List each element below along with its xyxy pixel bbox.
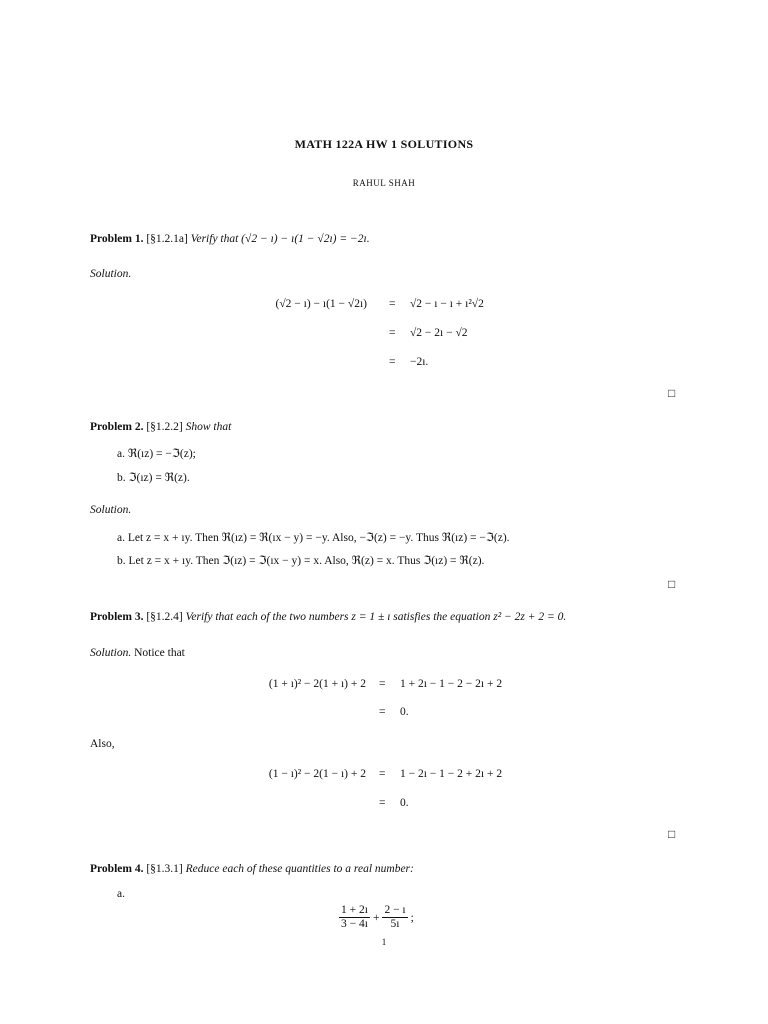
problem-2-solution-label: Solution. (90, 504, 132, 516)
qed-icon: □ (668, 827, 676, 841)
problem-1-eq-rhs-3: −2ı. (410, 356, 429, 368)
problem-3-eq2-rhs-1: 1 − 2ı − 1 − 2 + 2ı + 2 (400, 768, 503, 780)
problem-3-eq2-rhs-2: 0. (400, 797, 409, 809)
problem-3-eq1-rel-1: = (379, 678, 386, 690)
problem-3-eq1-rhs-1: 1 + 2ı − 1 − 2 − 2ı + 2 (400, 678, 503, 690)
problem-1-eq-rel-3: = (389, 356, 396, 368)
fraction-2-numerator: 2 − ı (384, 904, 406, 916)
page-number: 1 (381, 937, 387, 947)
problem-3-eq1-lhs: (1 + ı)² − 2(1 + ı) + 2 (268, 678, 366, 690)
problem-1-label: Problem 1. (90, 233, 144, 245)
qed-icon: □ (668, 577, 676, 591)
problem-4-text: Reduce each of these quantities to a real number: (185, 863, 414, 875)
problem-2-ref: [§1.2.2] (146, 421, 183, 433)
fraction-1 (339, 904, 370, 931)
plus-sign: + (372, 911, 380, 924)
expression-tail: ; (410, 911, 414, 924)
author-name: RAHUL SHAH (352, 178, 416, 188)
problem-3-eq1-rel-2: = (379, 706, 386, 718)
problem-3-ref: [§1.2.4] (146, 611, 183, 623)
qed-icon: □ (668, 386, 676, 400)
problem-2-statement (90, 421, 231, 433)
problem-1-eq-rhs-1: √2 − ı − ı + ı²√2 (410, 298, 484, 310)
problem-2-text: Show that (185, 421, 232, 433)
problem-4-item-a: a. (117, 888, 125, 900)
problem-3-text: Verify that each of the two numbers z = 1 ± ı satisfies the equation z² − 2z + 2 = 0. (185, 611, 567, 623)
problem-1-text: Verify that (√2 − ı) − ı(1 − √2ı) = −2ı. (190, 233, 370, 245)
problem-3-eq1-rhs-2: 0. (400, 706, 409, 718)
problem-1-eq-lhs: (√2 − ı) − ı(1 − √2ı) (275, 298, 367, 310)
fraction-2-denominator: 5ı (390, 918, 400, 930)
problem-2-solution-a: a. Let z = x + ıy. Then ℜ(ız) = ℜ(ıx − y) = −y. Also, −ℑ(z) = −y. Thus ℜ(ız) = −ℑ(z). (117, 532, 510, 544)
fraction-1-denominator: 3 − 4ı (341, 918, 368, 930)
problem-3-solution-intro (90, 647, 185, 659)
fraction-1-numerator: 1 + 2ı (341, 904, 368, 916)
problem-3-solution-text: Notice that (134, 647, 185, 659)
fraction-2 (382, 904, 407, 931)
problem-1-eq-rhs-2: √2 − 2ı − √2 (410, 327, 468, 339)
problem-3-solution-label: Solution. (90, 647, 132, 659)
problem-2-item-a: a. ℜ(ız) = −ℑ(z); (117, 448, 196, 460)
problem-2-solution-b: b. Let z = x + ıy. Then ℑ(ız) = ℑ(ıx − y) = x. Also, ℜ(z) = x. Thus ℑ(ız) = ℜ(z). (117, 555, 485, 567)
problem-1-eq-rel-1: = (389, 298, 396, 310)
problem-4-ref: [§1.3.1] (146, 863, 183, 875)
problem-2-label: Problem 2. (90, 421, 144, 433)
problem-3-also: Also, (90, 738, 115, 750)
problem-3-eq2-rel-1: = (379, 768, 386, 780)
problem-1-statement (90, 233, 370, 245)
problem-1-ref: [§1.2.1a] (146, 233, 188, 245)
problem-3-statement (90, 611, 566, 623)
problem-1-solution-label: Solution. (90, 268, 132, 280)
problem-4-label: Problem 4. (90, 863, 144, 875)
problem-1-eq-rel-2: = (389, 327, 396, 339)
problem-2-item-b: b. ℑ(ız) = ℜ(z). (117, 472, 190, 484)
problem-3-label: Problem 3. (90, 611, 144, 623)
paper-title: MATH 122A HW 1 SOLUTIONS (294, 137, 474, 151)
problem-4-statement (90, 863, 414, 875)
problem-3-eq2-rel-2: = (379, 797, 386, 809)
problem-3-eq2-lhs: (1 − ı)² − 2(1 − ı) + 2 (268, 768, 366, 780)
problem-4-expression (336, 904, 414, 931)
